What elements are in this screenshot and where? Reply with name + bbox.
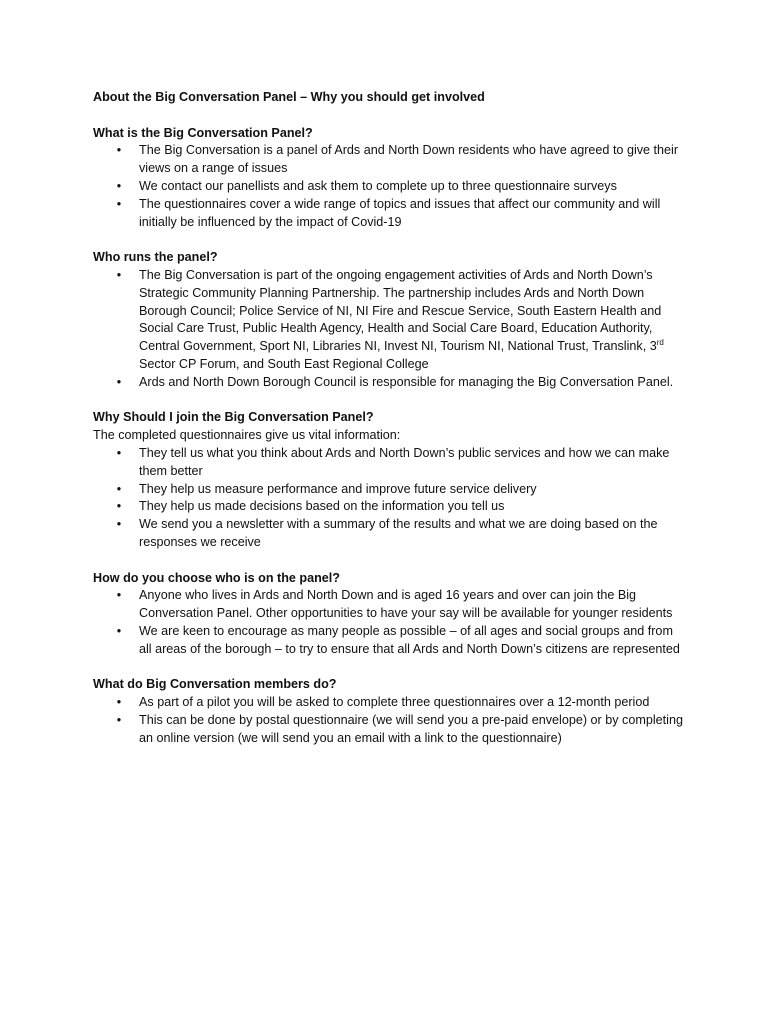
list-item-text: We contact our panellists and ask them to complete up to three questionnaire surveys [139,178,617,193]
section-heading: What is the Big Conversation Panel? [93,125,313,140]
section-who-runs-panel [93,249,683,391]
list-item [93,178,683,196]
document-title: About the Big Conversation Panel – Why you should get involved [93,90,485,104]
list-item [93,267,683,374]
bullet-list [93,267,683,392]
list-item [93,587,683,623]
list-item-text: They help us measure performance and improve future service delivery [139,481,537,496]
section-how-choose [93,570,683,659]
list-item-text: The Big Conversation is part of the ongoing engagement activities of Ards and North Down’s Strategic Community Planning Partnership. The partnership includes Ards and North Down Borough Council; Police Service of NI, NI Fire and Rescue Service, South Eastern Health and Social Care Trust, Public Health Agency, Health and Social Care Board, Education Authority, Central Government, Sport NI, Libraries NI, Invest NI, Tourism NI, National Trust, Translink, 3rd Sector CP Forum, and South East Regional College [139,267,664,371]
bullet-icon: • [116,588,122,603]
section-heading: How do you choose who is on the panel? [93,570,340,585]
bullet-icon: • [116,695,122,710]
bullet-list [93,142,683,231]
list-item [93,481,683,499]
bullet-icon: • [116,481,122,496]
bullet-list [93,694,683,747]
bullet-icon: • [116,374,122,389]
list-item-text: They help us made decisions based on the information you tell us [139,499,505,514]
list-item [93,498,683,516]
bullet-icon: • [116,196,122,211]
list-item [93,374,683,392]
bullet-icon: • [116,517,122,532]
section-heading: What do Big Conversation members do? [93,677,337,692]
ordinal-suffix: rd [656,338,664,348]
bullet-list [93,587,683,658]
bullet-icon: • [116,623,122,638]
bullet-icon: • [116,499,122,514]
list-item [93,694,683,712]
list-item [93,712,683,748]
section-members-do [93,676,683,747]
bullet-list [93,445,683,552]
bullet-icon: • [116,178,122,193]
document-page [93,89,683,765]
list-item [93,196,683,232]
section-intro: The completed questionnaires give us vital information: [93,428,401,443]
list-item [93,623,683,659]
list-item-text: The Big Conversation is a panel of Ards and North Down residents who have agreed to give their views on a range of issues [139,143,679,176]
list-item-text: This can be done by postal questionnaire (we will send you a pre-paid envelope) or by completing an online version (we will send you an email with a link to the questionnaire) [139,712,683,745]
list-item [93,142,683,178]
list-item-text: Ards and North Down Borough Council is responsible for managing the Big Conversation Panel. [139,374,674,389]
spacer [93,107,683,125]
list-item-text: They tell us what you think about Ards and North Down’s public services and how we can make them better [139,445,670,478]
list-item-text: Anyone who lives in Ards and North Down and is aged 16 years and over can join the Big Conversation Panel. Other opportunities to have your say will be available for younger residents [139,588,673,621]
section-heading: Why Should I join the Big Conversation Panel? [93,410,374,425]
section-why-join [93,409,683,551]
list-item-text: The questionnaires cover a wide range of topics and issues that affect our community and will initially be influenced by the impact of Covid-19 [139,196,661,229]
bullet-icon: • [116,712,122,727]
list-item-text: As part of a pilot you will be asked to complete three questionnaires over a 12-month period [139,695,650,710]
section-what-is-panel [93,125,683,232]
bullet-icon: • [116,143,122,158]
list-item-text: We are keen to encourage as many people as possible – of all ages and social groups and from all areas of the borough – to try to ensure that all Ards and North Down’s citizens are represented [139,623,680,656]
list-item-text: We send you a newsletter with a summary of the results and what we are doing based on the responses we receive [139,517,658,549]
list-item [93,445,683,481]
bullet-icon: • [116,445,122,460]
bullet-icon: • [116,267,122,282]
list-item [93,516,683,552]
section-heading: Who runs the panel? [93,250,218,265]
